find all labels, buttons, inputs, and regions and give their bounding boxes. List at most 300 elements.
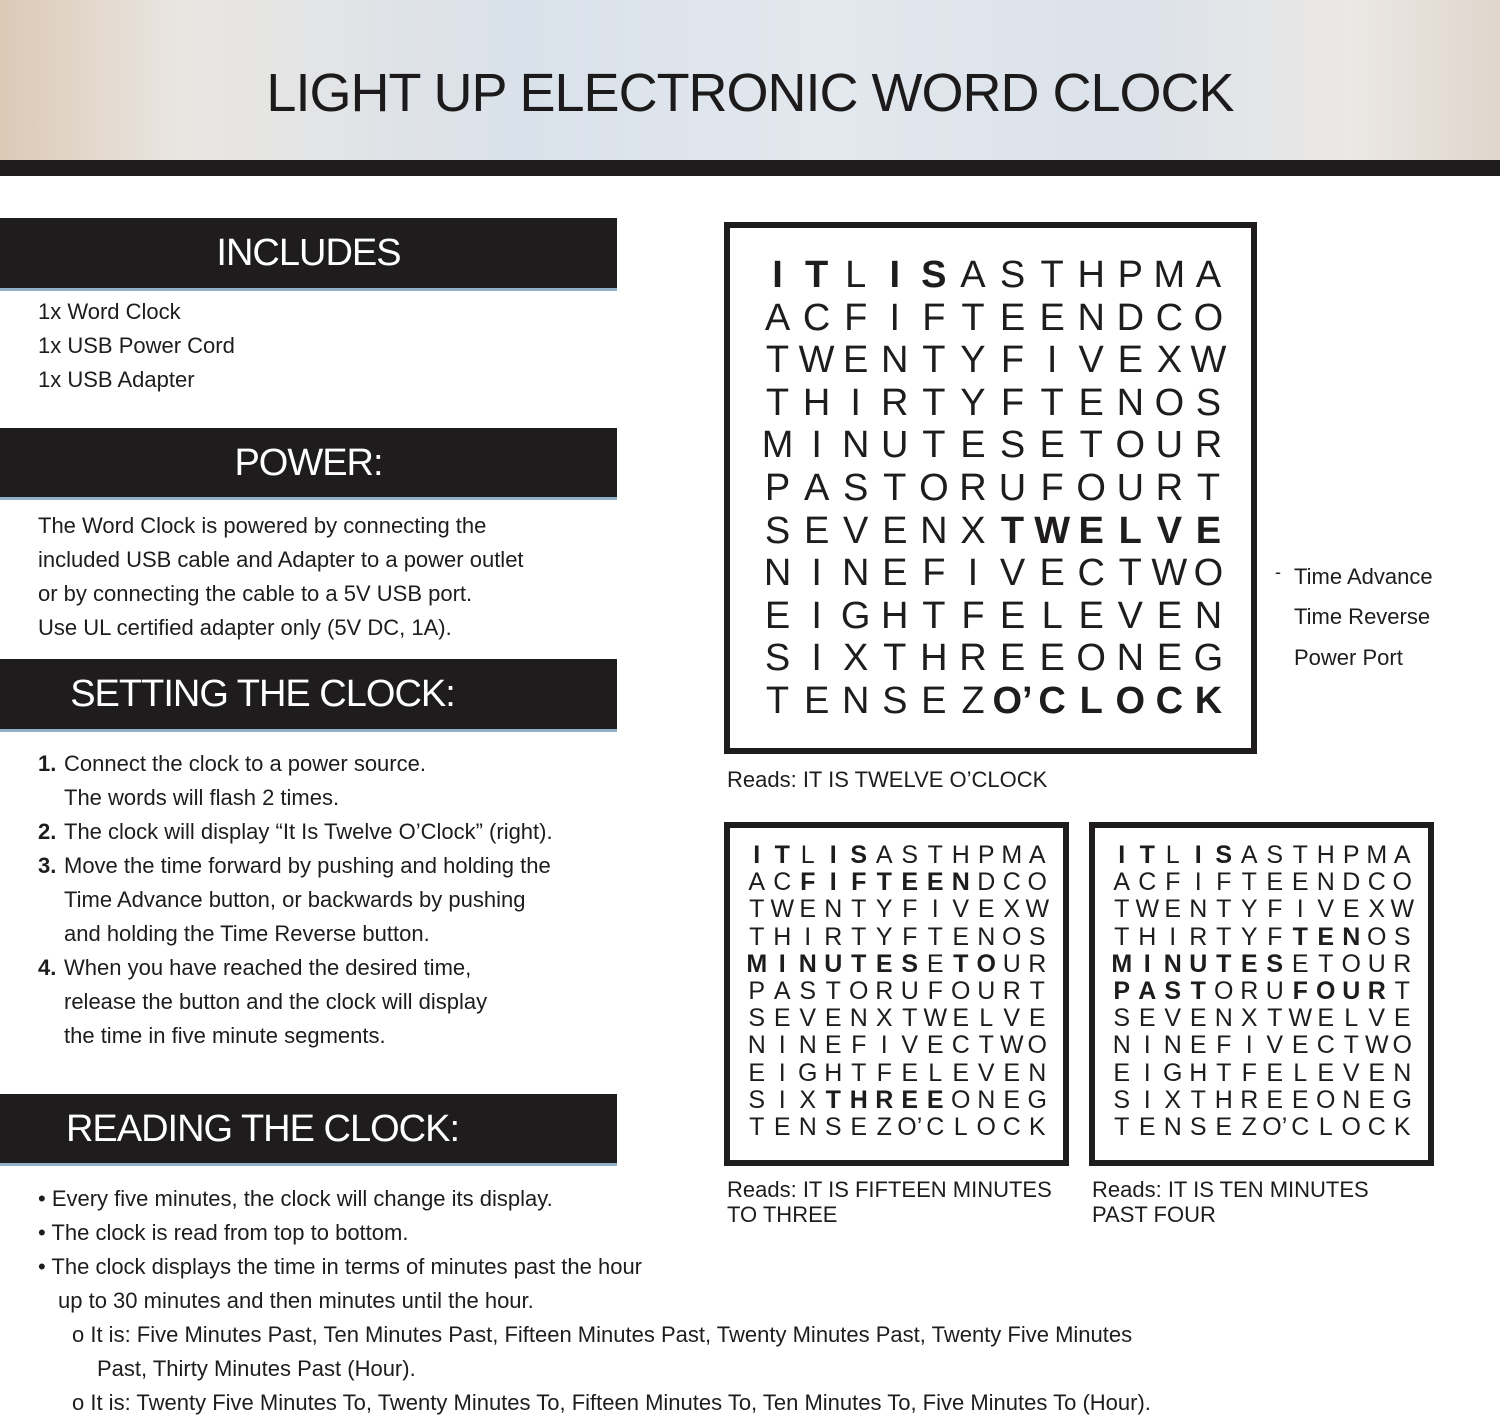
- clock-letter: L: [928, 1058, 943, 1087]
- reading-heading: READING THE CLOCK:: [65, 1108, 460, 1150]
- clock-letter: T: [1394, 977, 1410, 1006]
- setting-heading: SETTING THE CLOCK:: [70, 673, 455, 715]
- clock-letter: E: [875, 949, 893, 978]
- clock-letter: O: [1193, 552, 1224, 595]
- clock-letter: I: [753, 841, 761, 869]
- clock-letter: E: [1039, 424, 1065, 467]
- clock-letter: V: [952, 895, 970, 924]
- clock-letter: L: [1165, 841, 1180, 869]
- clock-letter: E: [882, 509, 908, 552]
- clock-letter: E: [952, 1058, 970, 1087]
- clock-letter: N: [763, 552, 792, 595]
- clock-letter: R: [1194, 424, 1223, 467]
- clock-letter: S: [748, 1004, 766, 1033]
- clock-letter: T: [961, 296, 985, 339]
- clock-letter: U: [1155, 424, 1184, 467]
- clock-letter: I: [889, 296, 901, 339]
- clock-letter: E: [926, 1085, 944, 1114]
- step-text: Move the time forward by pushing and holding the: [64, 853, 551, 878]
- clock-letter: C: [1155, 296, 1184, 339]
- clock-letter: I: [1046, 339, 1058, 382]
- power-text: or by connecting the cable to a 5V USB port.: [38, 581, 473, 606]
- clock-letter: U: [1002, 949, 1021, 978]
- clock-letter: I: [772, 254, 783, 296]
- clock-letter: N: [1163, 949, 1182, 978]
- clock-letter: O: [1316, 977, 1336, 1006]
- clock-letter: T: [1216, 949, 1232, 978]
- clock-letter: C: [1291, 1113, 1310, 1142]
- clock-letter: W: [923, 1004, 948, 1033]
- clock-letter: Z: [961, 679, 985, 722]
- page-title: LIGHT UP ELECTRONIC WORD CLOCK: [266, 63, 1234, 123]
- step-text: The words will flash 2 times.: [64, 785, 340, 810]
- clock-letter: E: [921, 679, 947, 722]
- clock-letter: E: [1113, 1058, 1131, 1087]
- clock-letter: F: [1292, 977, 1308, 1006]
- clock-letter: E: [799, 895, 817, 924]
- clock-letter: R: [1240, 1085, 1259, 1114]
- clock-letter: E: [1078, 594, 1104, 637]
- clock-letter: Y: [875, 895, 893, 924]
- clock-letter: W: [1151, 552, 1188, 595]
- clock-letter: E: [1368, 1058, 1386, 1087]
- clock-letter: E: [1317, 1058, 1335, 1087]
- clock-letter: A: [1113, 868, 1131, 897]
- clock-letter: F: [902, 922, 918, 951]
- clock-letter: T: [922, 424, 946, 467]
- clock-letter: C: [926, 1113, 945, 1142]
- clock-letter: C: [802, 296, 831, 339]
- clock-letter: R: [1189, 922, 1208, 951]
- clock-letter: N: [849, 1004, 868, 1033]
- step-text: When you have reached the desired time,: [64, 955, 472, 980]
- clock-letter: D: [1342, 868, 1361, 897]
- clock-letter: T: [749, 895, 765, 924]
- clock-letter: E: [1189, 1031, 1207, 1060]
- clock-letter: T: [1292, 922, 1308, 951]
- caption-line: Reads: IT IS TEN MINUTES: [1092, 1177, 1369, 1202]
- clock-letter: S: [1164, 977, 1182, 1006]
- clock-letter: T: [749, 1113, 765, 1142]
- clock-letter: N: [1028, 1058, 1047, 1087]
- clock-letter: N: [798, 1031, 817, 1060]
- clock-letter: F: [1216, 868, 1232, 897]
- clock-letter: E: [1039, 296, 1065, 339]
- clock-letter: T: [1190, 977, 1206, 1006]
- clock-letter: T: [953, 949, 969, 978]
- clock-letter: U: [977, 977, 996, 1006]
- clock-letter: W: [770, 895, 795, 924]
- clock-letter: V: [1368, 1004, 1386, 1033]
- clock-letter: F: [961, 594, 985, 637]
- clock-letter: F: [1165, 868, 1181, 897]
- clock-letter: E: [1195, 509, 1222, 552]
- clock-letter: T: [749, 922, 765, 951]
- clock-letter: E: [1291, 1031, 1309, 1060]
- clock-letter: E: [999, 594, 1026, 637]
- clock-letter: L: [953, 1113, 968, 1142]
- clock-letter: S: [748, 1085, 766, 1114]
- clock-letter: E: [1156, 637, 1183, 680]
- clock-letter: S: [824, 1113, 842, 1142]
- clock-letter: S: [1266, 841, 1284, 869]
- clock-letter: W: [1288, 1004, 1313, 1033]
- clock-letter: D: [977, 868, 996, 897]
- clock-letter: V: [999, 552, 1026, 595]
- clock-letter: P: [764, 466, 791, 509]
- clock-letter: G: [840, 594, 871, 637]
- clock-letter: R: [1002, 977, 1021, 1006]
- word-clock-fifteen-to-three: [724, 822, 1069, 1166]
- clock-letter: V: [901, 1031, 919, 1060]
- clock-letter: U: [1189, 949, 1208, 978]
- reading-sub-bullet: Past, Thirty Minutes Past (Hour).: [97, 1356, 416, 1381]
- clock-letter: V: [1164, 1004, 1182, 1033]
- clock-letter: E: [1266, 1058, 1284, 1087]
- clock-letter-grid: [744, 842, 1050, 1141]
- clock-letter: U: [998, 466, 1027, 509]
- clock-letter: E: [1291, 868, 1309, 897]
- clock-letter: A: [1028, 841, 1046, 869]
- clock-letter: F: [1000, 381, 1025, 424]
- clock-letter: C: [1077, 552, 1105, 595]
- clock-letter: U: [900, 977, 919, 1006]
- clock-letter: L: [1293, 1058, 1308, 1087]
- clock-letter: X: [1240, 1004, 1258, 1033]
- clock-letter: S: [921, 254, 947, 296]
- clock-letter: H: [951, 841, 970, 869]
- clock-letter: U: [1116, 466, 1145, 509]
- clock-letter: S: [1028, 922, 1046, 951]
- clock-letter: E: [824, 1004, 842, 1033]
- clock-letter: E: [1342, 895, 1360, 924]
- clock-letter: X: [1164, 1085, 1182, 1114]
- clock-letter: F: [1267, 922, 1283, 951]
- clock-letter: C: [1138, 868, 1157, 897]
- clock-letter: H: [1138, 922, 1157, 951]
- power-port-label: Power Port: [1294, 645, 1403, 670]
- clock-letter: N: [951, 868, 970, 897]
- clock-letter: C: [1002, 1113, 1021, 1142]
- clock-letter: I: [1169, 922, 1177, 951]
- clock-letter: F: [922, 552, 946, 595]
- reading-bullet: • The clock is read from top to bottom.: [38, 1220, 409, 1245]
- clock-letter: P: [1342, 841, 1360, 869]
- reading-sub-bullet: o It is: Twenty Five Minutes To, Twenty Minutes To, Fifteen Minutes To, Ten Minutes To, Five Minutes To (Hour).: [72, 1390, 1151, 1415]
- clock-letter: E: [764, 594, 791, 637]
- clock-letter: O: [919, 466, 949, 509]
- clock-letter: K: [1028, 1113, 1046, 1142]
- clock-letter: I: [1194, 841, 1202, 869]
- clock-letter: N: [798, 1113, 817, 1142]
- clock-letter: C: [773, 868, 792, 897]
- clock-letter: N: [1163, 1031, 1182, 1060]
- power-text: Use UL certified adapter only (5V DC, 1A).: [38, 615, 452, 640]
- clock-letter: I: [829, 841, 837, 869]
- clock-letter: P: [1113, 977, 1131, 1006]
- clock-letter: M: [746, 949, 768, 978]
- clock-letter: E: [926, 1031, 944, 1060]
- clock-letter: E: [1039, 552, 1065, 595]
- clock-letter: F: [800, 868, 816, 897]
- clock-letter: L: [1118, 509, 1142, 552]
- clock-letter: F: [922, 296, 946, 339]
- time-advance-label: Time Advance: [1294, 564, 1433, 589]
- clock-letter: T: [851, 949, 867, 978]
- clock-letter: N: [1194, 594, 1223, 637]
- clock-letter: I: [1143, 1058, 1151, 1087]
- step-number: 1.: [38, 751, 57, 776]
- label-dash: -: [1275, 562, 1281, 582]
- reading-bullet: • Every five minutes, the clock will change its display.: [38, 1186, 553, 1211]
- clock-letter: N: [1163, 1113, 1182, 1142]
- clock-letter: E: [1138, 1113, 1156, 1142]
- clock-letter: R: [1367, 977, 1386, 1006]
- clock-letter: F: [851, 1031, 867, 1060]
- clock-letter: N: [841, 679, 870, 722]
- clock-letter: F: [1267, 895, 1283, 924]
- clock-letter: I: [967, 552, 979, 595]
- clock-letter: H: [920, 637, 948, 680]
- clock-letter: I: [778, 1058, 786, 1087]
- clock-letter: U: [881, 424, 909, 467]
- clock-letter: N: [977, 1085, 996, 1114]
- clock-letter: V: [1078, 339, 1104, 382]
- caption-line: Reads: IT IS FIFTEEN MINUTES: [727, 1177, 1052, 1202]
- clock-letter: E: [901, 1058, 919, 1087]
- clock-letter: O: [1002, 922, 1022, 951]
- clock-letter: M: [1153, 254, 1186, 296]
- clock-letter: N: [1112, 1031, 1131, 1060]
- clock-letter: T: [1216, 1058, 1232, 1087]
- clock-letter: E: [1317, 922, 1335, 951]
- clock-letter: S: [1215, 841, 1233, 869]
- clock-letter: L: [1344, 1004, 1359, 1033]
- clock-letter: E: [1291, 1085, 1309, 1114]
- clock-letter: H: [1189, 1058, 1208, 1087]
- clock-letter: I: [811, 594, 822, 637]
- clock-letter: A: [1138, 977, 1157, 1006]
- clock-letter: T: [1139, 841, 1155, 869]
- clock-letter: O: [951, 1085, 971, 1114]
- clock-letter: T: [927, 922, 943, 951]
- clock-letter: N: [1214, 1004, 1233, 1033]
- clock-letter: E: [1393, 1004, 1411, 1033]
- clock-letter: O: [951, 977, 971, 1006]
- clock-letter: I: [1143, 1031, 1151, 1060]
- clock-letter: V: [1266, 1031, 1284, 1060]
- clock-letter: M: [1001, 841, 1023, 869]
- clock-letter: S: [882, 679, 908, 722]
- clock-letter: T: [1114, 1113, 1130, 1142]
- clock-letter: V: [1003, 1004, 1021, 1033]
- clock-letter: N: [1316, 868, 1335, 897]
- clock-letter: H: [849, 1085, 868, 1114]
- word-clock-ten-past-four: [1089, 822, 1434, 1166]
- clock-letter: T: [825, 977, 841, 1006]
- clock-letter: P: [748, 977, 766, 1006]
- step-number: 4.: [38, 955, 57, 980]
- clock-letter: E: [1028, 1004, 1046, 1033]
- clock-letter: E: [901, 868, 919, 897]
- clock-letter: N: [824, 895, 843, 924]
- clock-letter: U: [824, 949, 843, 978]
- clock-letter: S: [999, 424, 1026, 467]
- clock-letter: E: [773, 1004, 791, 1033]
- clock-letter: T: [1029, 977, 1045, 1006]
- clock-letter: R: [1240, 977, 1259, 1006]
- step-text: The clock will display “It Is Twelve O’Clock” (right).: [64, 819, 553, 844]
- clock-letter: A: [773, 977, 791, 1006]
- clock-letter: S: [1189, 1113, 1207, 1142]
- clock-letter: S: [1195, 381, 1222, 424]
- reading-bullet: up to 30 minutes and then minutes until the hour.: [58, 1288, 534, 1313]
- clock-letter: Z: [876, 1113, 892, 1142]
- clock-letter: I: [880, 1031, 888, 1060]
- clock-letter: F: [844, 296, 868, 339]
- clock-letter: T: [765, 679, 790, 722]
- clock-letter: H: [1214, 1085, 1233, 1114]
- clock-letter: O: [1367, 922, 1387, 951]
- clock-letter: I: [931, 895, 939, 924]
- clock-letter: M: [1366, 841, 1388, 869]
- clock-letter: E: [850, 1113, 868, 1142]
- clock-letter: D: [1116, 296, 1145, 339]
- clock-letter: S: [843, 466, 869, 509]
- power-text: included USB cable and Adapter to a power outlet: [38, 547, 524, 572]
- clock-letter: R: [959, 466, 987, 509]
- clock-letter: L: [845, 254, 867, 296]
- clock-letter: X: [875, 1004, 893, 1033]
- clock-letter: A: [1393, 841, 1411, 869]
- clock-letter: X: [960, 509, 986, 552]
- clock-letter: W: [1390, 895, 1415, 924]
- clock-letter: F: [1241, 1058, 1257, 1087]
- clock-letter: K: [1194, 679, 1223, 722]
- clock-letter: I: [1296, 895, 1304, 924]
- clock-letter: C: [1316, 1031, 1335, 1060]
- clock-letter: T: [1114, 895, 1130, 924]
- clock-letter: F: [851, 868, 867, 897]
- clock-letter-grid: [758, 254, 1228, 723]
- clock-letter: T: [1079, 424, 1103, 467]
- clock-letter: Z: [1241, 1113, 1257, 1142]
- clock-letter: E: [1003, 1085, 1021, 1114]
- step-number: 3.: [38, 853, 57, 878]
- clock-letter: N: [841, 424, 870, 467]
- clock-letter: F: [876, 1058, 892, 1087]
- clock-letter: A: [803, 466, 830, 509]
- clock-letter: T: [922, 339, 946, 382]
- time-reverse-label: Time Reverse: [1294, 604, 1431, 629]
- includes-item: 1x USB Adapter: [38, 367, 195, 392]
- clock-letter: X: [799, 1085, 817, 1114]
- clock-letter: S: [1113, 1085, 1131, 1114]
- clock-letter: S: [1393, 922, 1411, 951]
- clock-letter: A: [1240, 841, 1258, 869]
- clock-letter: L: [1041, 594, 1063, 637]
- clock-letter: S: [901, 949, 919, 978]
- clock-caption: [727, 1177, 1052, 1227]
- clock-letter: A: [1195, 254, 1222, 296]
- clock-letter: T: [1216, 922, 1232, 951]
- clock-letter: E: [1156, 594, 1183, 637]
- clock-letter: V: [799, 1004, 817, 1033]
- clock-letter: T: [1040, 381, 1064, 424]
- header-banner: [0, 0, 1500, 160]
- clock-letter: E: [1189, 1004, 1207, 1033]
- clock-letter: S: [799, 977, 817, 1006]
- clock-letter: E: [1266, 1085, 1284, 1114]
- clock-letter: N: [1393, 1058, 1412, 1087]
- clock-letter: E: [926, 949, 944, 978]
- step-text: and holding the Time Reverse button.: [64, 921, 430, 946]
- clock-letter: E: [824, 1031, 842, 1060]
- clock-letter: T: [1216, 895, 1232, 924]
- clock-letter: E: [748, 1058, 766, 1087]
- clock-letter: N: [1342, 922, 1361, 951]
- clock-letter: Y: [960, 339, 986, 382]
- step-text: Time Advance button, or backwards by pushing: [64, 887, 526, 912]
- clock-letter: T: [1190, 1085, 1206, 1114]
- clock-letter: E: [999, 637, 1026, 680]
- clock-letter: T: [1118, 552, 1142, 595]
- clock-letter: X: [1368, 895, 1386, 924]
- clock-letter: P: [977, 841, 995, 869]
- clock-letter: O: [1193, 296, 1224, 339]
- clock-letter: N: [1116, 381, 1145, 424]
- clock-letter: C: [1155, 679, 1184, 722]
- clock-letter: H: [1316, 841, 1335, 869]
- clock-letter: R: [881, 381, 909, 424]
- clock-letter: E: [952, 1004, 970, 1033]
- clock-letter: T: [851, 895, 867, 924]
- clock-letter: C: [1038, 679, 1066, 722]
- clock-letter: W: [999, 1031, 1024, 1060]
- clock-letter: G: [1193, 637, 1224, 680]
- clock-letter: E: [1078, 509, 1104, 552]
- power-heading-bar: [0, 428, 617, 500]
- clock-letter: W: [798, 339, 835, 382]
- clock-letter: O: [1316, 1085, 1336, 1114]
- clock-letter: W: [1364, 1031, 1389, 1060]
- clock-letter: S: [1266, 949, 1284, 978]
- clock-letter: N: [1077, 296, 1105, 339]
- caption-line: TO THREE: [727, 1202, 838, 1227]
- clock-letter: G: [1163, 1058, 1183, 1087]
- clock-letter: V: [1156, 509, 1183, 552]
- clock-letter: T: [902, 1004, 918, 1033]
- clock-letter: I: [889, 254, 901, 296]
- clock-letter: C: [951, 1031, 970, 1060]
- setting-heading-bar: [0, 659, 617, 732]
- clock-letter: O: [1076, 637, 1106, 680]
- clock-letter: N: [1342, 1085, 1361, 1114]
- clock-letter: N: [841, 552, 870, 595]
- clock-letter: O’: [1262, 1113, 1288, 1142]
- clock-letter: E: [1078, 381, 1104, 424]
- clock-letter: E: [1266, 868, 1284, 897]
- clock-letter: I: [778, 949, 786, 978]
- clock-letter: I: [1143, 1085, 1151, 1114]
- step-text: release the button and the clock will display: [64, 989, 488, 1014]
- clock-letter: F: [1216, 1031, 1232, 1060]
- clock-letter: E: [843, 339, 869, 382]
- clock-letter: V: [1117, 594, 1143, 637]
- clock-letter: O: [1341, 949, 1361, 978]
- clock-letter: I: [1245, 1031, 1253, 1060]
- clock-letter: X: [843, 637, 869, 680]
